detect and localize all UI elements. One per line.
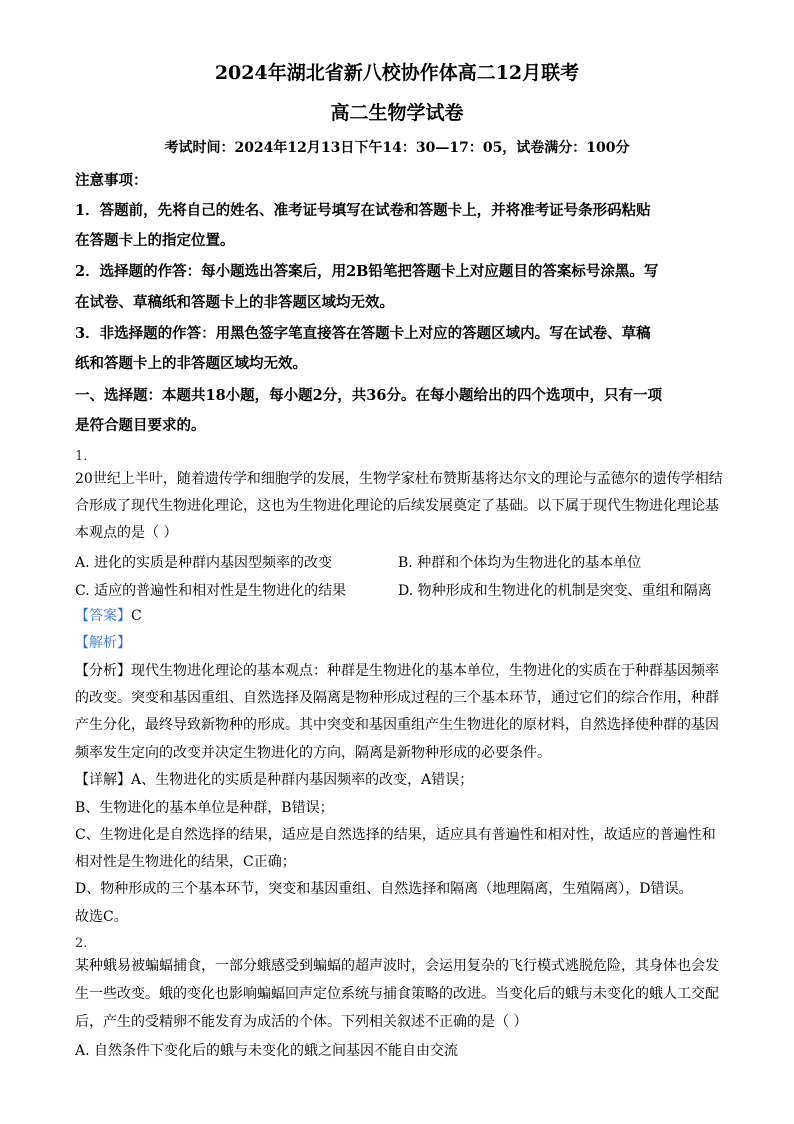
question-1-fenxi-line-3: 产生分化，最终导致新物种的形成。其中突变和基因重组产生生物进化的原材料，自然选择使种群的基因 — [75, 717, 719, 733]
exam-title: 2024年湖北省新八校协作体高二12月联考 — [214, 62, 580, 84]
paper-subtitle: 高二生物学试卷 — [330, 102, 464, 124]
notice-item-2-line-2: 在试卷、草稿纸和答题卡上的非答题区域均无效。 — [75, 294, 394, 311]
question-1-option-b: B. 种群和个体均为生物进化的基本单位 — [398, 555, 642, 571]
question-1-number: 1. — [75, 449, 88, 464]
question-1-fenxi-line-4: 频率发生定向的改变并决定生物进化的方向，隔离是新物种形成的必要条件。 — [75, 745, 551, 761]
question-1-option-c: C. 适应的普遍性和相对性是生物进化的结果 — [75, 583, 347, 599]
fenxi-tag: 【分析】 — [75, 663, 131, 679]
question-1-detail-c-line-2: 相对性是生物进化的结果，C正确； — [75, 854, 296, 870]
question-2-stem-line-2: 生一些改变。蛾的变化也影响蝙蝠回声定位系统与捕食策略的改进。当变化后的蛾与未变化的蛾人工交配 — [75, 986, 719, 1002]
answer-tag: 【答案】 — [75, 608, 131, 624]
question-1-detail-d: D、物种形成的三个基本环节，突变和基因重组、自然选择和隔离（地理隔离，生殖隔离），D错误。 — [75, 881, 693, 897]
answer-value: C — [131, 608, 142, 624]
question-2-option-a: A. 自然条件下变化后的蛾与未变化的蛾之间基因不能自由交流 — [75, 1043, 459, 1059]
exam-info: 考试时间：2024年12月13日下午14：30—17：05，试卷满分：100分 — [164, 140, 630, 156]
notice-item-1-line-1: 1．答题前，先将自己的姓名、准考证号填写在试卷和答题卡上，并将准考证号条形码粘贴 — [75, 202, 651, 219]
question-1-detail-c-line-1: C、生物进化是自然选择的结果，适应是自然选择的结果，适应具有普遍性和相对性，故适应的普遍性和 — [75, 827, 716, 843]
notice-item-3-line-1: 3．非选择题的作答：用黑色签字笔直接答在答题卡上对应的答题区域内。写在试卷、草稿 — [75, 325, 651, 342]
fenxi-text: 现代生物进化理论的基本观点：种群是生物进化的基本单位，生物进化的实质在于种群基因频率 — [131, 663, 719, 679]
section-1-heading-line-2: 是符合题目要求的。 — [75, 417, 206, 434]
notice-item-2-line-1: 2．选择题的作答：每小题选出答案后，用2B铅笔把答题卡上对应题目的答案标号涂黑。写 — [75, 263, 659, 280]
analysis-tag: 【解析】 — [75, 635, 131, 651]
question-2-stem-line-3: 后，产生的受精卵不能发育为成活的个体。下列相关叙述不正确的是（ ） — [75, 1014, 528, 1030]
question-2-stem-line-1: 某种蛾易被蝙蝠捕食，一部分蛾感受到蝙蝠的超声波时，会运用复杂的飞行模式逃脱危险，其身体也会发 — [75, 958, 719, 974]
question-1-stem-line-1: 20世纪上半叶，随着遗传学和细胞学的发展，生物学家杜布赞斯基将达尔文的理论与孟德尔的遗传学相结 — [75, 471, 723, 487]
question-1-detail-a — [75, 767, 725, 793]
question-1-conclusion: 故选C。 — [75, 909, 128, 925]
question-1-option-a: A. 进化的实质是种群内基因型频率的改变 — [75, 555, 333, 571]
question-1-stem-line-2: 合形成了现代生物进化理论，这也为生物进化理论的后续发展奠定了基础。以下属于现代生物进化理论基 — [75, 498, 719, 514]
question-1-analysis-tag — [75, 630, 725, 656]
xiangjie-text: A、生物进化的实质是种群内基因频率的改变，A错误； — [131, 772, 474, 788]
question-1-answer — [75, 603, 725, 629]
notice-heading: 注意事项： — [75, 172, 148, 189]
notice-item-1-line-2: 在答题卡上的指定位置。 — [75, 232, 235, 249]
question-1-stem-line-3: 本观点的是（ ） — [75, 525, 178, 541]
question-1-option-d: D. 物种形成和生物进化的机制是突变、重组和隔离 — [398, 583, 712, 599]
notice-item-3-line-2: 纸和答题卡上的非答题区域均无效。 — [75, 355, 307, 372]
question-1-fenxi-line-1 — [75, 658, 725, 684]
question-1-fenxi-line-2: 的改变。突变和基因重组、自然选择及隔离是物种形成过程的三个基本环节，通过它们的综合作用，种群 — [75, 690, 719, 706]
question-2-number: 2. — [75, 936, 88, 951]
xiangjie-tag: 【详解】 — [75, 772, 131, 788]
question-1-detail-b: B、生物进化的基本单位是种群，B错误； — [75, 800, 334, 816]
section-1-heading-line-1: 一、选择题：本题共18小题，每小题2分，共36分。在每小题给出的四个选项中，只有一项 — [75, 387, 662, 404]
